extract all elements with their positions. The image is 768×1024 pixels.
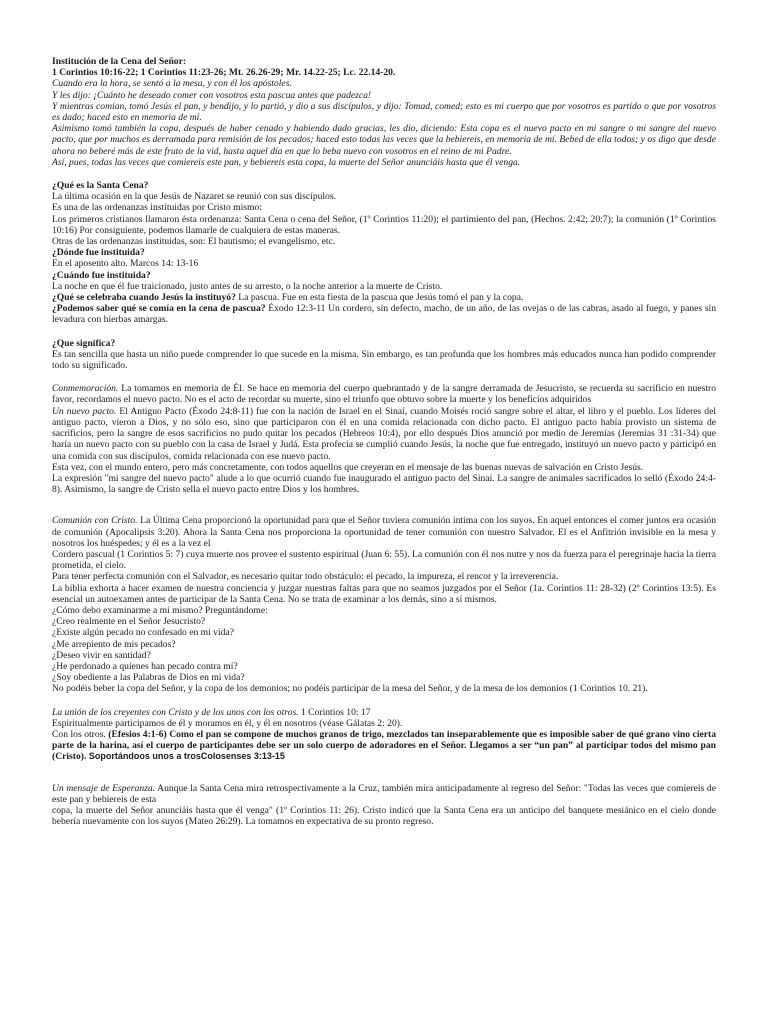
paragraph: Es una de las ordenanzas instituidas por Cristo mismo: [52,202,262,214]
question-line: ¿Me arrepiento de mis pecados? [52,638,176,650]
paragraph: La biblia exhorta a hacer examen de nuestra conciencia y juzgar nuestras faltas para que no seamos juzgados por el Señor (1a. Corintios 11: 28-32) (2º Corintios 13:5). Es esencial un autoexamen antes de participar de la Santa Cena. No se trata de examinar a los demás, sino a sí mismos. [52,582,716,605]
question-line: ¿Cómo debo examinarme a mí mismo? Preguntándome: [52,604,268,616]
verse-line: Asimismo tomó también la copa, después de haber cenado y habiendo dado gracias, les dio, diciendo: Esta copa es el nuevo pacto en mi sangre o mi sangre del nuevo pacto, que por muchos es derramada para remisión de los pecados; haced esto todas las veces que la bebiereis, en memoria de mí. Bebed de ella todos; y os digo que desde ahora no beberé más de este fruto de la vid, hasta aquel día en que lo beba nuevo con vosotros en el reino de mi Padre. [52,123,716,157]
text-efesios: (Efesios 4:1-6) Como el pan se compone de muchos granos de trigo, mezclados tan inseparablemente que es imposible saber de qué grano vino cierta parte de la harina, así el cuerpo de participantes debe ser un solo cuerpo de adoradores en el Señor. Llegamos a ser “un pan” al participar todos del mismo pan (Cristo). [52,728,716,763]
paragraph: Espiritualmente participamos de él y moramos en él, y él en nosotros (véase Gálatas 2: 20). [52,717,403,729]
label-comunion: Comunión con Cristo. [52,515,138,527]
paragraph: No podéis beber la copa del Señor, y la copa de los demonios; no podéis participar de la mesa del Señor, y de la mesa de los demonios (1 Corintios 10. 21). [52,683,648,695]
label-union: La unión de los creyentes con Cristo y de los unos con los otros. [52,706,299,718]
paragraph-nuevo-pacto [52,406,716,462]
question-line: ¿He perdonado a quienes han pecado contra mí? [52,660,238,672]
answer-podemos: Éxodo 12:3-11 Un cordero, sin defecto, macho, de un año, de las ovejas o de las cabras, asado al fuego, y panes sin levadura con hierbas amargas. [52,303,716,326]
qa-podemos [52,303,716,325]
question-que-celebraba: ¿Qué se celebraba cuando Jesús la instituyó? [52,292,236,304]
verse-line: Así, pues, todas las veces que comiereis este pan, y bebiereis esta copa, la muerte del Señor anunciáis hasta que él venga. [52,156,521,168]
paragraph: Los primeros cristianos llamaron ésta ordenanza: Santa Cena o cena del Señor, (1º Corintios 11:20); el partimiento del pan, (Hechos. 2:42; 20:7); la comunión (1º Corintios 10:16) Por consiguiente, podemos llamarle de cualquiera de estas maneras. [52,213,716,236]
document-page [52,56,716,827]
answer-donde: En el aposento alto. Marcos 14: 13-16 [52,258,199,270]
label-nuevo-pacto: Un nuevo pacto. [52,405,117,417]
paragraph: Es tan sencilla que hasta un niño puede comprender lo que sucede en la misma. Sin embargo, es tan profunda que los hombres más educados nunca han podido comprender todo su significado. [52,348,716,372]
text-comunion: La Última Cena proporcionó la oportunidad para que el Señor tuviera comunión íntima con los suyos. En aquel entonces el comer juntos era ocasión de comunión (Apocalipsis 3:20). Ahora la Santa Cena nos proporciona la oportunidad de tener comunión con nuestro Salvador. El es el Anfitrión invisible en la mesa y nosotros los huéspedes; y él es a la vez el [52,515,716,549]
paragraph-esperanza [52,783,716,805]
label-conmemoracion: Conmemoración. [52,383,119,395]
text-nuevo-pacto: El Antiguo Pacto (Éxodo 24:8-11) fue con la nación de Israel en el Sinaí, cuando Moisés roció sangre sobre el altar, el libro y el pueblo. Los líderes del antiguo pacto, vieron a Dios, y no sólo eso, sino que participaron con él en una comida relacionada con dicho pacto. El antiguo pacto había provisto un sistema de sacrificios, pero la sangre de esos sacrificios no pudo quitar los pecados (Hebreos 10:4), por ello después Dios anunció por medio de Jeremías (Jeremías 31 :31-34) que haría un nuevo pacto con su pueblo con la casa de Israel y Judá. Esta profecía se cumplió cuando Jesús, la noche que fue entregado, instituyó un nuevo pacto y participó en una comida con sus discípulos, comida relacionada con ese nuevo pacto. [52,405,716,462]
document-title: Institución de la Cena del Señor: [52,56,187,67]
label-esperanza: Un mensaje de Esperanza. [52,782,156,794]
text-conmemoracion: La tomamos en memoria de Él. Se hace en memoria del cuerpo quebrantado y de la sangre derramada de Jesucristo, se recuerda su sacrificio en nuestro favor, recordamos el nuevo pacto. No es el acto de recordar su muerte, sino el triunfo que obtuvo sobre la muerte y los beneficios adquiridos [52,383,716,406]
paragraph-con-otros [52,729,716,763]
section-heading-significa: ¿Que significa? [52,337,116,349]
question-line: ¿Creo realmente en el Señor Jesucristo? [52,616,206,628]
verse-line: Y les dijo: ¡Cuánto he deseado comer con vosotros esta pascua antes que padezca! [52,89,372,101]
text-soportandoos: Soportándoos unos a trosColosenses 3:13-15 [86,751,285,762]
paragraph: Cordero pascual (1 Corintios 5: 7) cuya muerte nos provee el sustento espiritual (Juan 6: 55). La comunión con él nos nutre y nos da fuerza para el peregrinaje hacia la tierra prometida, el cielo. [52,548,716,572]
question-podemos: ¿Podemos saber qué se comía en la cena de pascua? [52,303,266,315]
paragraph: Para tener perfecta comunión con el Salvador, es necesario quitar todo obstáculo: el pecado, la impureza, el rencor y la irreverencia. [52,571,559,583]
ref-union: 1 Corintios 10: 17 [298,706,371,718]
verse-line: Y mientras comían, tomó Jesús el pan, y bendijo, y lo partió, y dio a sus discípulos, y dijo: Tomad, comed; esto es mi cuerpo que por vosotros es partido o que por vosotros es dado; haced esto en memoria de mí. [52,100,716,124]
question-line: ¿Deseo vivir en santidad? [52,649,151,661]
paragraph-union [52,707,716,718]
text-esperanza: Aunque la Santa Cena mira retrospectivamente a la Cruz, también mira anticipadamente al regreso del Señor: "Todas las veces que comiereis de este pan y bebiereis de esta [52,782,716,805]
paragraph-comunion [52,515,716,549]
answer-que-celebraba: La pascua. Fue en esta fiesta de la pascua que Jesús tomó el pan y la copa. [235,292,524,304]
section-heading-que-es: ¿Qué es la Santa Cena? [52,180,149,192]
question-donde: ¿Dónde fue instituida? [52,247,145,259]
paragraph: La expresión "mi sangre del nuevo pacto" alude a lo que ocurrió cuando fue inaugurado el antiguo pacto del Sinaí. La sangre de animales sacrificados lo selló (Éxodo 24:4-8). Asimismo, la sangre de Cristo sella el nuevo pacto entre Dios y los hombres. [52,472,716,496]
answer-cuando: La noche en que él fue traicionado, justo antes de su arresto, o la noche anterior a la muerte de Cristo. [52,280,443,292]
qa-que-celebraba [52,292,716,303]
label-con-otros: Con los otros. [52,728,109,740]
scripture-references: 1 Corintios 10:16-22; 1 Corintios 11:23-26; Mt. 26.26-29; Mr. 14.22-25; Lc. 22.14-20. [52,67,396,79]
question-cuando: ¿Cuándo fue instituida? [52,269,151,281]
question-line: ¿Soy obediente a las Palabras de Dios en mi vida? [52,672,245,684]
paragraph: copa, la muerte del Señor anunciáis hasta que él venga" (1º Corintios 11: 26). Cristo indicó que la Santa Cena era un anticipo del banquete mesiánico en el cielo donde bebería nuevamente con los suyos (Mateo 26:29). La tomamos en expectativa de su pronto regreso. [52,804,716,828]
paragraph: Esta vez, con el mundo entero, pero más concretamente, con todos aquellos que creyeran en el mensaje de las buenas nuevas de salvación en Cristo Jesús. [52,461,644,473]
paragraph: Otras de las ordenanzas instituidas, son: El bautismo; el evangelismo, etc. [52,236,336,248]
paragraph-conmemoracion [52,383,716,405]
verse-line: Cuando era la hora, se sentó a la mesa, y con él los apóstoles. [52,78,292,90]
paragraph: La última ocasión en la que Jesús de Nazaret se reunió con sus discípulos. [52,191,337,203]
question-line: ¿Existe algún pecado no confesado en mi vida? [52,627,234,639]
